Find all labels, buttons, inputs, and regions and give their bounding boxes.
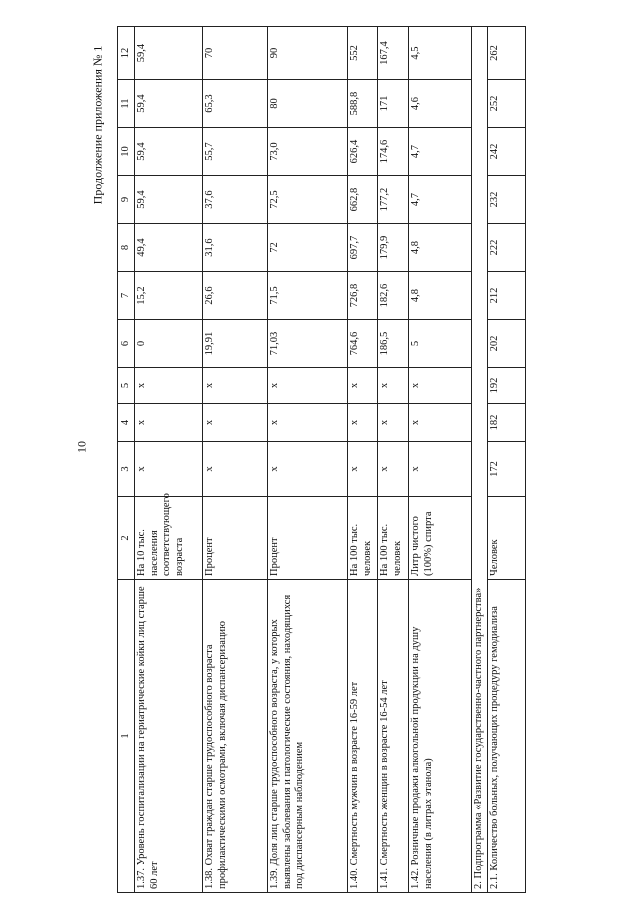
value-cell: 59,4 [135, 27, 203, 80]
value-cell: х [135, 404, 203, 442]
section-row [472, 27, 487, 893]
value-cell: х [203, 442, 268, 497]
col-num: 10 [118, 128, 135, 176]
value-cell: 71,5 [268, 272, 348, 320]
col-num: 7 [118, 272, 135, 320]
value-cell: 192 [487, 368, 525, 404]
value-cell: х [203, 404, 268, 442]
value-cell: 588,8 [348, 80, 378, 128]
value-cell: 59,4 [135, 80, 203, 128]
table-row [409, 27, 472, 893]
col-num: 12 [118, 27, 135, 80]
value-cell: 0 [135, 320, 203, 368]
value-cell: 182 [487, 404, 525, 442]
value-cell: 15,2 [135, 272, 203, 320]
value-cell: х [135, 368, 203, 404]
value-cell: 65,3 [203, 80, 268, 128]
value-cell: 4,6 [409, 80, 472, 128]
value-cell: 4,8 [409, 272, 472, 320]
value-cell: х [268, 404, 348, 442]
table-row [268, 27, 348, 893]
value-cell: 626,4 [348, 128, 378, 176]
value-cell: 222 [487, 224, 525, 272]
value-cell: х [268, 442, 348, 497]
col-num: 6 [118, 320, 135, 368]
col-num: 11 [118, 80, 135, 128]
unit-cell: На 100 тыс. человек [378, 497, 409, 580]
value-cell: х [378, 404, 409, 442]
indicator-name: 1.39. Доля лиц старше трудоспособного возраста, у которых выявлены заболевания и патологические состояния, находящихся под диспансерным наблюдением [268, 580, 348, 893]
value-cell: 49,4 [135, 224, 203, 272]
value-cell: х [409, 442, 472, 497]
unit-cell: Литр чистого (100%) спирта [409, 497, 472, 580]
value-cell: 697,7 [348, 224, 378, 272]
col-num: 3 [118, 442, 135, 497]
col-num: 4 [118, 404, 135, 442]
indicator-name: 2.1. Количество больных, получающих процедуру гемодиализа [487, 580, 525, 893]
table-row [203, 27, 268, 893]
value-cell: х [409, 368, 472, 404]
value-cell: 59,4 [135, 176, 203, 224]
col-num: 5 [118, 368, 135, 404]
value-cell: 662,8 [348, 176, 378, 224]
value-cell: х [378, 442, 409, 497]
unit-cell: Человек [487, 497, 525, 580]
section-title: 2. Подпрограмма «Развитие государственно-частного партнерства» [472, 27, 487, 893]
indicator-name: 1.40. Смертность мужчин в возрасте 16-59 лет [348, 580, 378, 893]
value-cell: 55,7 [203, 128, 268, 176]
unit-cell: Процент [203, 497, 268, 580]
value-cell: 171 [378, 80, 409, 128]
value-cell: 232 [487, 176, 525, 224]
col-num: 2 [118, 497, 135, 580]
value-cell: 4,7 [409, 176, 472, 224]
table-row [135, 27, 203, 893]
value-cell: 4,7 [409, 128, 472, 176]
value-cell: 90 [268, 27, 348, 80]
column-number-row [118, 27, 135, 893]
value-cell: х [348, 368, 378, 404]
indicator-name: 1.38. Охват граждан старше трудоспособного возраста профилактическими осмотрами, включая диспансеризацию [203, 580, 268, 893]
value-cell: х [135, 442, 203, 497]
value-cell: 242 [487, 128, 525, 176]
value-cell: 179,9 [378, 224, 409, 272]
table-row [487, 27, 525, 893]
value-cell: х [409, 404, 472, 442]
table-row [348, 27, 378, 893]
value-cell: 19,91 [203, 320, 268, 368]
value-cell: 202 [487, 320, 525, 368]
unit-cell: На 10 тыс. населения соответствующего возраста [135, 497, 203, 580]
value-cell: 5 [409, 320, 472, 368]
value-cell: 26,6 [203, 272, 268, 320]
col-num: 8 [118, 224, 135, 272]
value-cell: 80 [268, 80, 348, 128]
col-num: 1 [118, 580, 135, 893]
value-cell: 4,5 [409, 27, 472, 80]
table-row [378, 27, 409, 893]
appendix-title: Продолжение приложения № 1 [90, 45, 105, 205]
indicator-name: 1.37. Уровень госпитализации на гериатрические койки лиц старше 60 лет [135, 580, 203, 893]
unit-cell: Процент [268, 497, 348, 580]
value-cell: х [378, 368, 409, 404]
value-cell: 70 [203, 27, 268, 80]
value-cell: 186,5 [378, 320, 409, 368]
value-cell: 31,6 [203, 224, 268, 272]
value-cell: 167,4 [378, 27, 409, 80]
value-cell: 177,2 [378, 176, 409, 224]
value-cell: 174,6 [378, 128, 409, 176]
value-cell: х [348, 442, 378, 497]
indicators-table [117, 26, 526, 893]
value-cell: 59,4 [135, 128, 203, 176]
col-num: 9 [118, 176, 135, 224]
value-cell: 764,6 [348, 320, 378, 368]
value-cell: 4,8 [409, 224, 472, 272]
value-cell: 262 [487, 27, 525, 80]
value-cell: 72,5 [268, 176, 348, 224]
indicator-name: 1.41. Смертность женщин в возрасте 16-54 лет [378, 580, 409, 893]
page-number: 10 [74, 441, 89, 453]
value-cell: 726,8 [348, 272, 378, 320]
indicators-table-rotated [117, 27, 523, 893]
value-cell: х [268, 368, 348, 404]
value-cell: 73,0 [268, 128, 348, 176]
unit-cell: На 100 тыс. человек [348, 497, 378, 580]
value-cell: 71,03 [268, 320, 348, 368]
value-cell: 72 [268, 224, 348, 272]
value-cell: х [348, 404, 378, 442]
value-cell: х [203, 368, 268, 404]
value-cell: 252 [487, 80, 525, 128]
value-cell: 212 [487, 272, 525, 320]
value-cell: 172 [487, 442, 525, 497]
value-cell: 552 [348, 27, 378, 80]
value-cell: 182,6 [378, 272, 409, 320]
value-cell: 37,6 [203, 176, 268, 224]
indicator-name: 1.42. Розничные продажи алкогольной продукции на душу населения (в литрах этанола) [409, 580, 472, 893]
